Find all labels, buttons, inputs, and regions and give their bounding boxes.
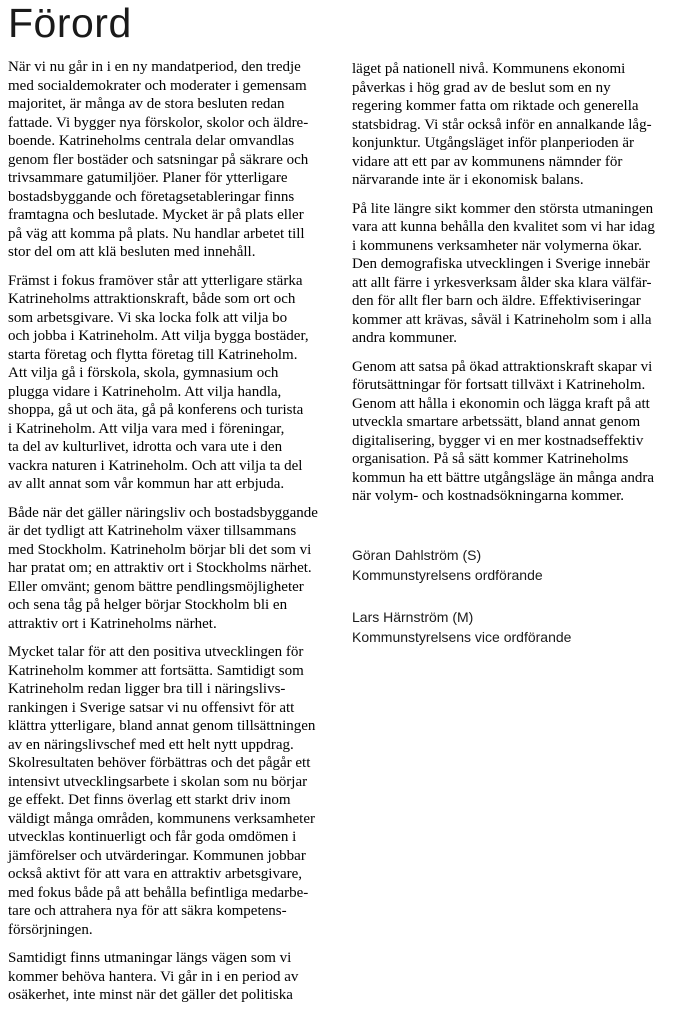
paragraph: Samtidigt finns utmaningar längs vägen som vi kommer behöva hantera. Vi går in i en period av osäkerhet, inte minst när det gäller det politiska [8, 950, 299, 1003]
signatory-role: Kommunstyrelsens vice ordförande [352, 629, 572, 645]
paragraph: Främst i fokus framöver står att ytterligare stärka Katrineholms attraktionskraft, både som ort och som arbetsgivare. Vi ska locka folk att vilja bo och jobba i Katrineholm. Att vilja bygga bostäder, starta företag och flytta företag till Katrineholm. Att vilja gå i förskola, skola, gymnasium och plugga vidare i Katrineholm. Att vilja handla, shoppa, gå ut och äta, gå på konferens och turista i Katrineholm. Att vilja vara med i föreningar, ta del av kulturlivet, idrotta och vara ute i den vackra naturen i Katrineholm. Och att vilja ta del av allt annat som vår kommun har att erbjuda. [8, 272, 309, 492]
page-title: Förord [8, 0, 132, 46]
paragraph: Både när det gäller näringsliv och bostadsbyggande är det tydligt att Katrineholm växer tillsammans med Stockholm. Katrineholm börjar bli det som vi har pratat om; en attraktiv ort i Stockholms närhet. Eller omvänt; genom bättre pendlingsmöjligheter och sena tåg på helger börjar Stockholm bli en attraktiv ort i Katrineholms närhet. [8, 504, 318, 632]
paragraph: Mycket talar för att den positiva utvecklingen för Katrineholm kommer att fortsätta. Samtidigt som Katrineholm redan ligger bra till i näringslivs- rankingen i Sverige satsar vi nu offensivt för att klättra ytterligare, bland annat genom tillsättningen av en näringslivschef med ett helt nytt uppdrag. Skolresultaten behöver förbättras och det pågår ett intensivt utvecklingsarbete i skolan som nu börjar ge effekt. Det finns överlag ett starkt driv inom väldigt många områden, kommunens verksamheter utvecklas kontinuerligt och får goda omdömen i jämförelser och utvärderingar. Kommunen jobbar också aktivt för att vara en attraktiv arbetsgivare, med fokus både på att behålla befintliga medarbe- tare och attrahera nya för att säkra kompetens- försörjningen. [8, 644, 316, 938]
right-column [352, 60, 675, 516]
signatory-name: Lars Härnström (M) [352, 609, 474, 625]
paragraph: När vi nu går in i en ny mandatperiod, den tredje med socialdemokrater och moderater i gemensam majoritet, är många av de stora besluten redan fattade. Vi bygger nya förskolor, skolor och äldre- boende. Katrineholms centrala delar omvandlas genom fler bostäder och satsningar på säkrare och trivsammare gatumiljöer. Planer för ytterligare bostadsbyggande och företagsetableringar finns framtagna och beslutade. Mycket är på plats eller på väg att komma på plats. Nu handlar arbetet till stor del om att klä besluten med innehåll. [8, 59, 309, 260]
left-column [8, 58, 338, 1015]
signature [352, 607, 571, 647]
signatory-role: Kommunstyrelsens ordförande [352, 567, 543, 583]
paragraph: Genom att satsa på ökad attraktionskraft skapar vi förutsättningar för fortsatt tillväxt i Katrineholm. Genom att hålla i ekonomin och lägga kraft på att utveckla smartare arbetssätt, bland annat genom digitalisering, bygger vi en mer kostnadseffektiv organisation. På så sätt kommer Katrineholms kommun ha ett bättre utgångsläge än många andra när volym- och kostnadsökningarna kommer. [352, 358, 654, 504]
signature [352, 545, 571, 585]
paragraph: läget på nationell nivå. Kommunens ekonomi påverkas i hög grad av de beslut som en ny regering kommer fatta om riktade och generella statsbidrag. Vi står också inför en annalkande låg- konjunktur. Utgångsläget inför planperioden är vidare att ett par av kommunens nämnder för närvarande inte är i ekonomisk balans. [352, 61, 652, 188]
signature-block [352, 545, 571, 669]
signatory-name: Göran Dahlström (S) [352, 547, 482, 563]
paragraph: På lite längre sikt kommer den största utmaningen vara att kunna behålla den kvalitet som vi har idag i kommunens verksamheter när volymerna ökar. Den demografiska utvecklingen i Sverige innebär att allt färre i yrkesverksam ålder ska klara välfär- den för allt fler barn och äldre. Effektiviseringar kommer att krävas, såväl i Katrineholm som i alla andra kommuner. [352, 200, 655, 346]
